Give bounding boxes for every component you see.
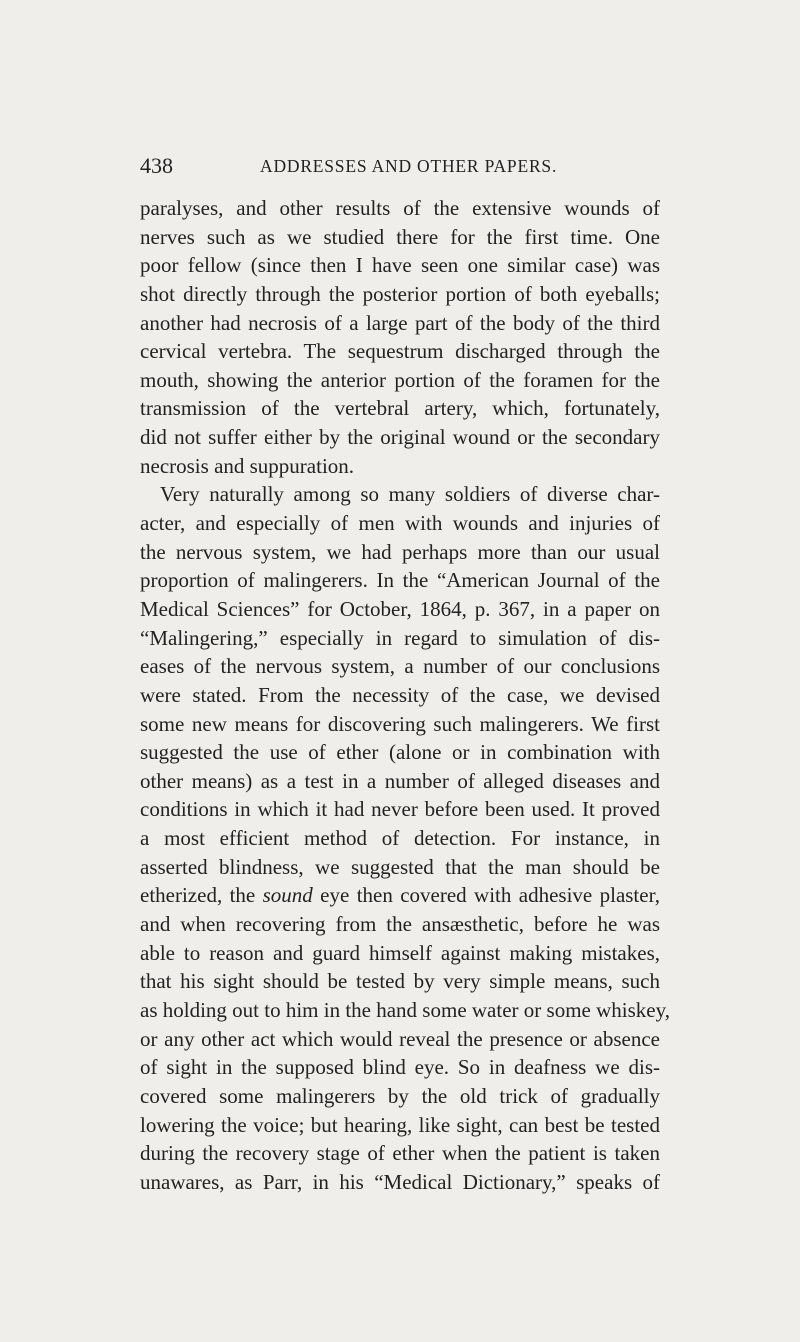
text-line: some new means for discovering such malingerers. We first bbox=[140, 711, 660, 736]
text-line: proportion of malingerers. In the “American Journal of the bbox=[140, 568, 660, 593]
text-line: as holding out to him in the hand some water or some whiskey, bbox=[140, 997, 670, 1022]
text-line: shot directly through the posterior portion of both eyeballs; bbox=[140, 281, 660, 306]
text-line: a most efficient method of detection. For instance, in bbox=[140, 826, 660, 851]
text-line-with-italic bbox=[140, 881, 660, 910]
text-line: did not suffer either by the original wound or the secondary bbox=[140, 425, 660, 450]
text-line: that his sight should be tested by very simple means, such bbox=[140, 969, 660, 994]
text-line: another had necrosis of a large part of the body of the third bbox=[140, 310, 660, 335]
text-line-paragraph-start: Very naturally among so many soldiers of diverse char- bbox=[160, 482, 660, 507]
text-line: able to reason and guard himself against making mistakes, bbox=[140, 940, 660, 965]
text-line: the nervous system, we had perhaps more than our usual bbox=[140, 539, 660, 564]
text-line: suggested the use of ether (alone or in combination with bbox=[140, 740, 660, 765]
page-number: 438 bbox=[140, 153, 173, 178]
text-line: were stated. From the necessity of the case, we devised bbox=[140, 682, 660, 707]
running-head: ADDRESSES AND OTHER PAPERS. bbox=[260, 156, 558, 176]
text-line: transmission of the vertebral artery, which, fortunately, bbox=[140, 396, 660, 421]
text-line: “Malingering,” especially in regard to simulation of dis- bbox=[140, 625, 660, 650]
text-line: lowering the voice; but hearing, like sight, can best be tested bbox=[140, 1112, 660, 1137]
text-line: Medical Sciences” for October, 1864, p. 367, in a paper on bbox=[140, 596, 660, 621]
text-line: cervical vertebra. The sequestrum discharged through the bbox=[140, 339, 660, 364]
text-line: covered some malingerers by the old trick of gradually bbox=[140, 1083, 660, 1108]
text-line: unawares, as Parr, in his “Medical Dictionary,” speaks of bbox=[140, 1169, 660, 1194]
text-fragment: etherized, the bbox=[140, 883, 256, 908]
italic-word: sound bbox=[262, 883, 313, 908]
text-line: conditions in which it had never before been used. It proved bbox=[140, 797, 660, 822]
text-line: acter, and especially of men with wounds and injuries of bbox=[140, 511, 660, 536]
text-line: mouth, showing the anterior portion of the foramen for the bbox=[140, 367, 660, 392]
text-line: eases of the nervous system, a number of our conclusions bbox=[140, 654, 660, 679]
text-line-paragraph-end: necrosis and suppuration. bbox=[140, 453, 355, 478]
text-line: during the recovery stage of ether when the patient is taken bbox=[140, 1141, 660, 1166]
text-line: of sight in the supposed blind eye. So in deafness we dis- bbox=[140, 1055, 660, 1080]
text-line: poor fellow (since then I have seen one similar case) was bbox=[140, 253, 660, 278]
text-line: and when recovering from the ansæsthetic, before he was bbox=[140, 912, 660, 937]
page-header bbox=[140, 153, 660, 183]
text-line: other means) as a test in a number of alleged diseases and bbox=[140, 768, 660, 793]
text-line: nerves such as we studied there for the first time. One bbox=[140, 224, 660, 249]
text-fragment: eye then covered with adhesive plaster, bbox=[320, 883, 660, 908]
text-line: asserted blindness, we suggested that the man should be bbox=[140, 854, 660, 879]
text-line: paralyses, and other results of the extensive wounds of bbox=[140, 196, 660, 220]
text-line: or any other act which would reveal the presence or absence bbox=[140, 1026, 660, 1051]
body-text bbox=[140, 194, 670, 1196]
